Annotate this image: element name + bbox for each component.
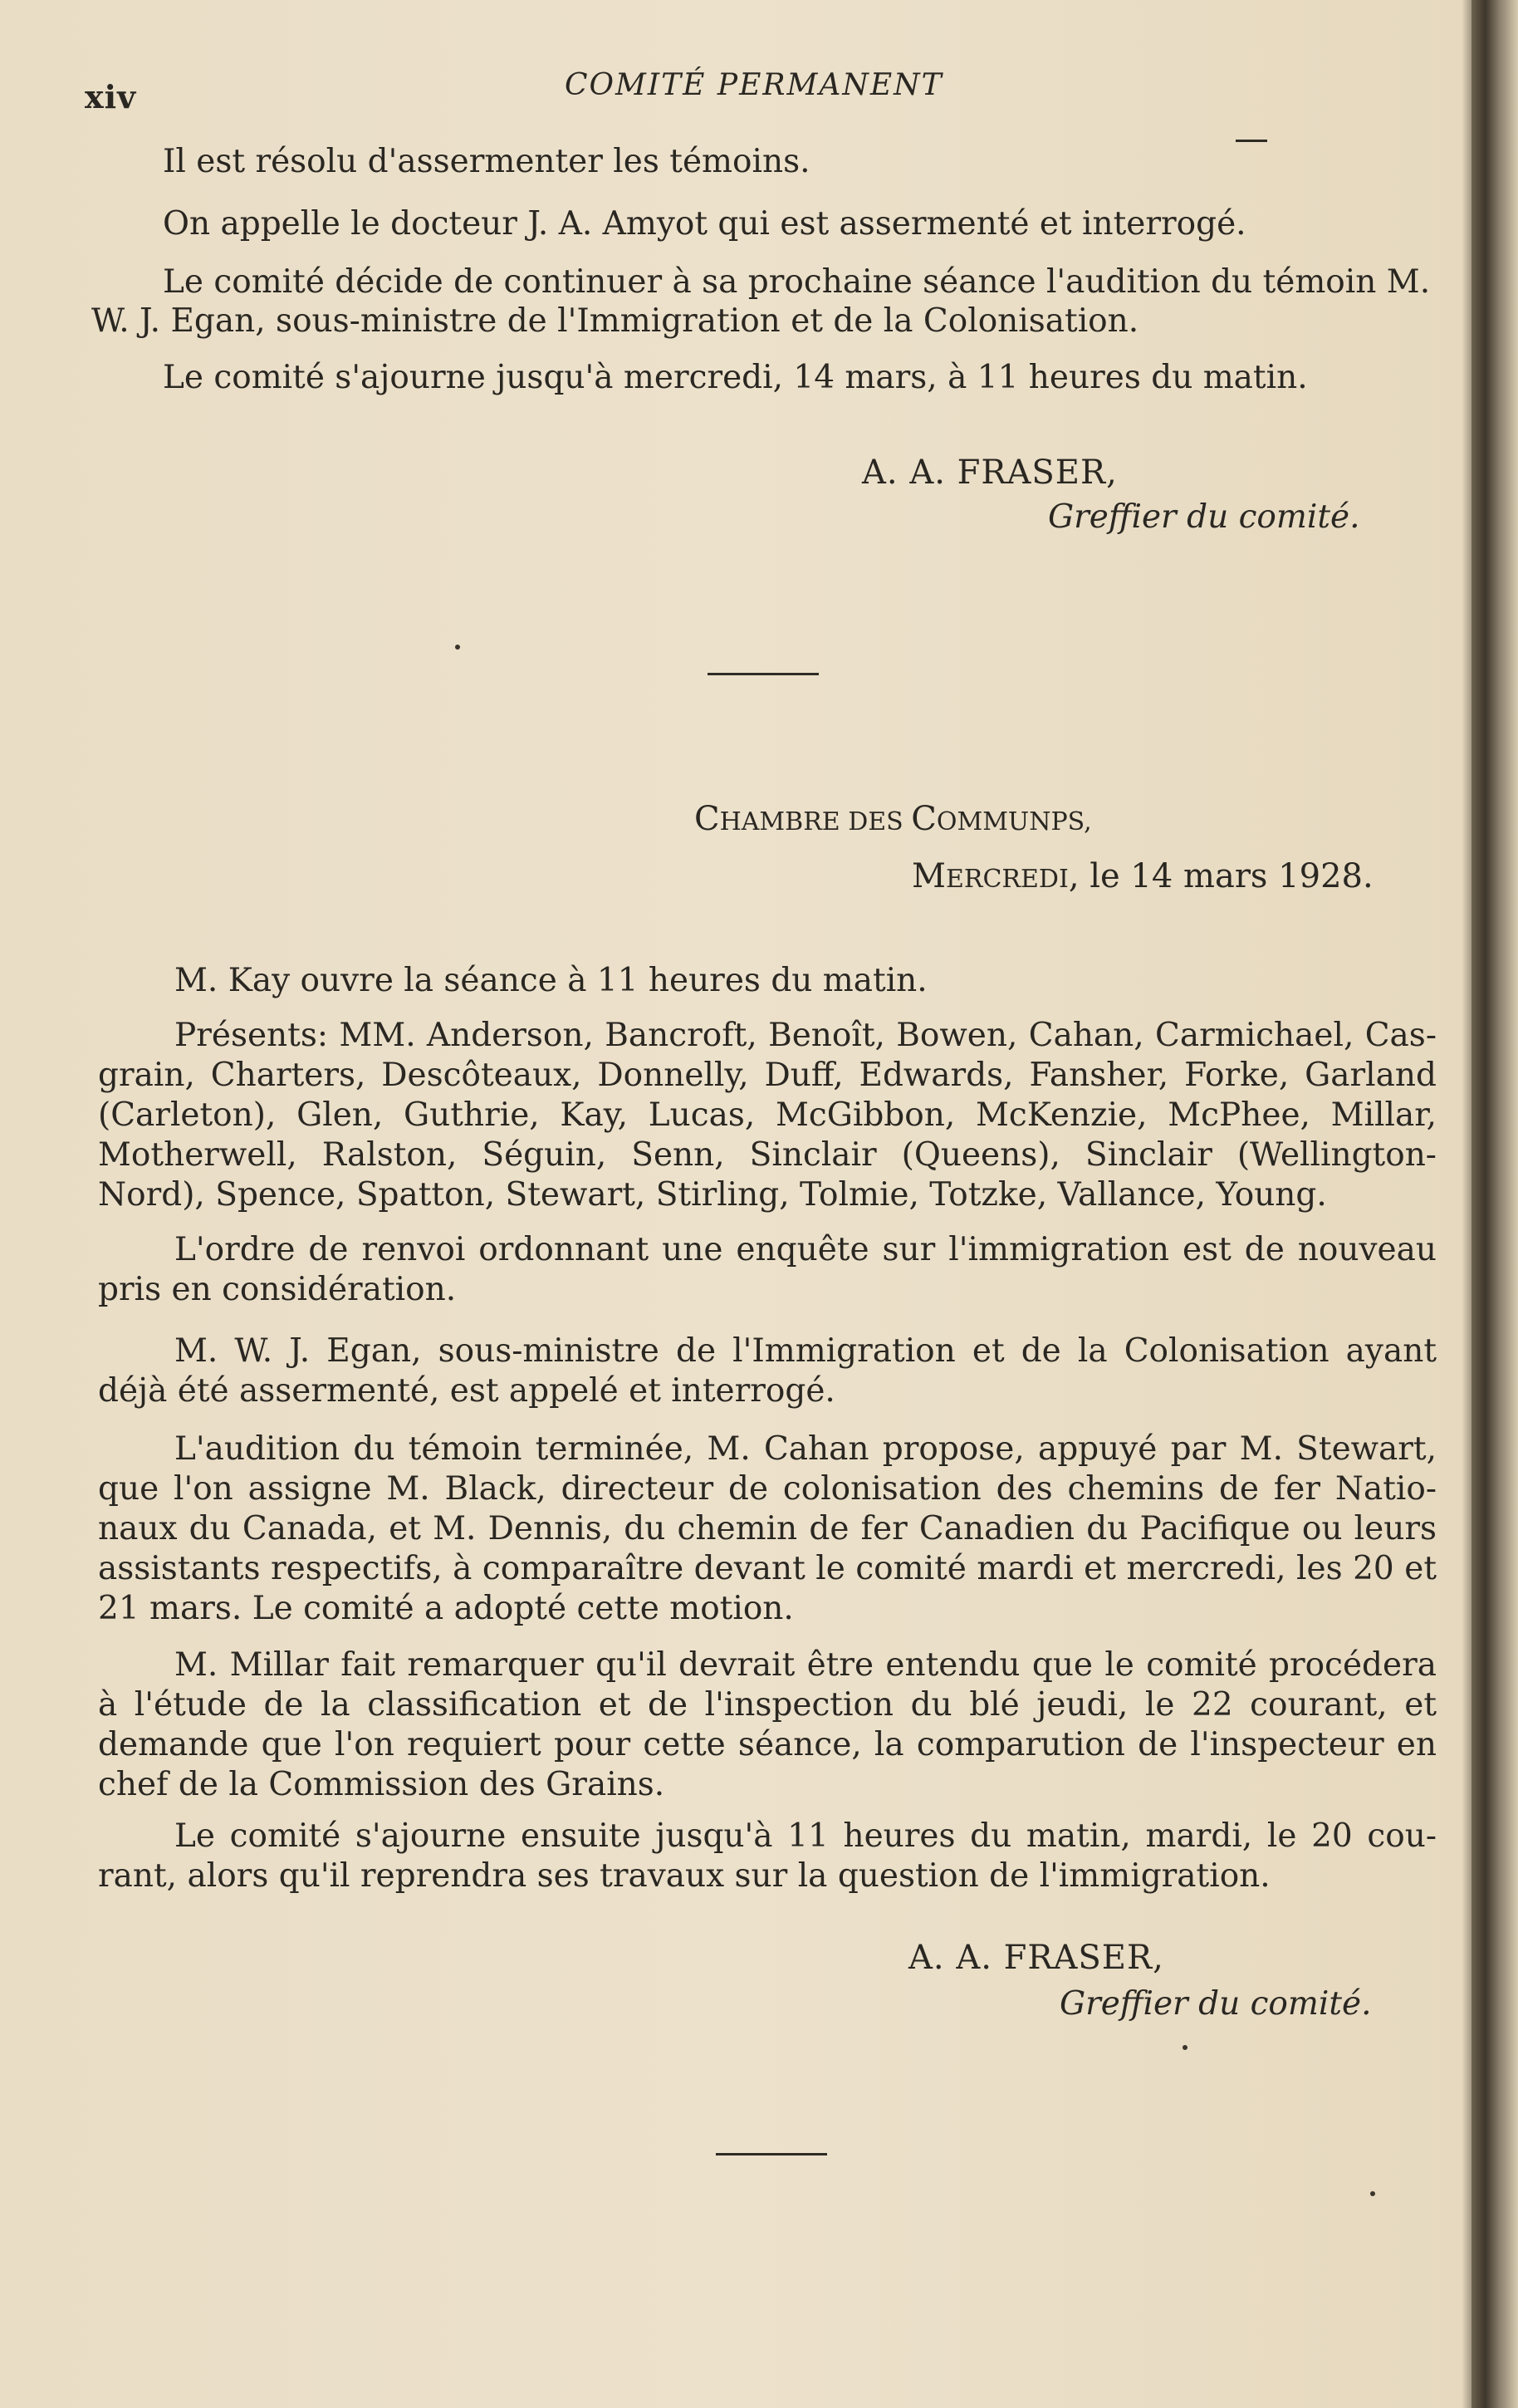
paragraph-line: M. Kay ouvre la séance à 11 heures du matin. bbox=[174, 962, 928, 999]
paragraph-line: demande que l'on requiert pour cette séance, la comparution de l'inspecteur en bbox=[98, 1726, 1437, 1763]
paragraph-line: L'ordre de renvoi ordonnant une enquête sur l'immigration est de nouveau bbox=[174, 1231, 1437, 1268]
signature-title: Greffier du comité. bbox=[1060, 1985, 1372, 2023]
signature-name: A. A. FRASER, bbox=[908, 1939, 1164, 1977]
paragraph-line: Le comité décide de continuer à sa prochaine séance l'audition du témoin M. bbox=[163, 263, 1431, 301]
paragraph-line: que l'on assigne M. Black, directeur de colonisation des chemins de fer Natio- bbox=[98, 1470, 1437, 1508]
paragraph-line: chef de la Commission des Grains. bbox=[98, 1766, 665, 1803]
paragraph-line: M. Millar fait remarquer qu'il devrait être entendu que le comité procédera bbox=[174, 1646, 1437, 1684]
paragraph-line: Le comité s'ajourne jusqu'à mercredi, 14 mars, à 11 heures du matin. bbox=[163, 359, 1308, 396]
paragraph-line: pris en considération. bbox=[98, 1271, 457, 1308]
meeting-date: MERCREDI, le 14 mars 1928. bbox=[912, 857, 1374, 895]
section-divider bbox=[708, 673, 819, 675]
paragraph-line: rant, alors qu'il reprendra ses travaux sur la question de l'immigration. bbox=[98, 1857, 1271, 1895]
book-gutter bbox=[1471, 0, 1518, 2408]
house-heading: CHAMBRE DES COMMUNPS, bbox=[694, 800, 1092, 838]
paragraph-line: grain, Charters, Descôteaux, Donnelly, Duff, Edwards, Fansher, Forke, Garland bbox=[98, 1057, 1437, 1094]
paragraph-line: assistants respectifs, à comparaître devant le comité mardi et mercredi, les 20 et bbox=[98, 1550, 1437, 1587]
paragraph-line: déjà été assermenté, est appelé et interrogé. bbox=[98, 1372, 835, 1410]
paragraph-line: Motherwell, Ralston, Séguin, Senn, Sinclair (Queens), Sinclair (Wellington- bbox=[98, 1136, 1437, 1174]
ink-speck bbox=[455, 645, 460, 650]
paragraph-line: On appelle le docteur J. A. Amyot qui est assermenté et interrogé. bbox=[163, 205, 1246, 243]
page-number: xiv bbox=[85, 78, 137, 115]
paragraph-line: à l'étude de la classification et de l'inspection du blé jeudi, le 22 courant, et bbox=[98, 1686, 1437, 1724]
running-title: COMITÉ PERMANENT bbox=[565, 68, 943, 102]
paragraph-line: naux du Canada, et M. Dennis, du chemin de fer Canadien du Pacifique ou leurs bbox=[98, 1510, 1437, 1547]
paragraph-line: L'audition du témoin terminée, M. Cahan propose, appuyé par M. Stewart, bbox=[174, 1430, 1437, 1468]
paragraph-line: M. W. J. Egan, sous-ministre de l'Immigration et de la Colonisation ayant bbox=[174, 1332, 1437, 1370]
header-mark bbox=[1236, 140, 1267, 142]
paragraph-line: W. J. Egan, sous-ministre de l'Immigration et de la Colonisation. bbox=[91, 302, 1139, 340]
paragraph-line: Le comité s'ajourne ensuite jusqu'à 11 heures du matin, mardi, le 20 cou- bbox=[174, 1817, 1437, 1855]
paragraph-line: 21 mars. Le comité a adopté cette motion. bbox=[98, 1590, 794, 1627]
signature-name: A. A. FRASER, bbox=[862, 454, 1118, 492]
ink-speck bbox=[1370, 2191, 1375, 2196]
paragraph-line: Il est résolu d'assermenter les témoins. bbox=[163, 143, 810, 180]
paragraph-line: (Carleton), Glen, Guthrie, Kay, Lucas, McGibbon, McKenzie, McPhee, Millar, bbox=[98, 1096, 1437, 1134]
signature-title: Greffier du comité. bbox=[1048, 498, 1360, 536]
paragraph-line: Présents: MM. Anderson, Bancroft, Benoît, Bowen, Cahan, Carmichael, Cas- bbox=[174, 1017, 1437, 1054]
section-divider bbox=[716, 2153, 827, 2155]
ink-speck bbox=[1183, 2045, 1187, 2050]
paragraph-line: Nord), Spence, Spatton, Stewart, Stirling, Tolmie, Totzke, Vallance, Young. bbox=[98, 1176, 1327, 1214]
